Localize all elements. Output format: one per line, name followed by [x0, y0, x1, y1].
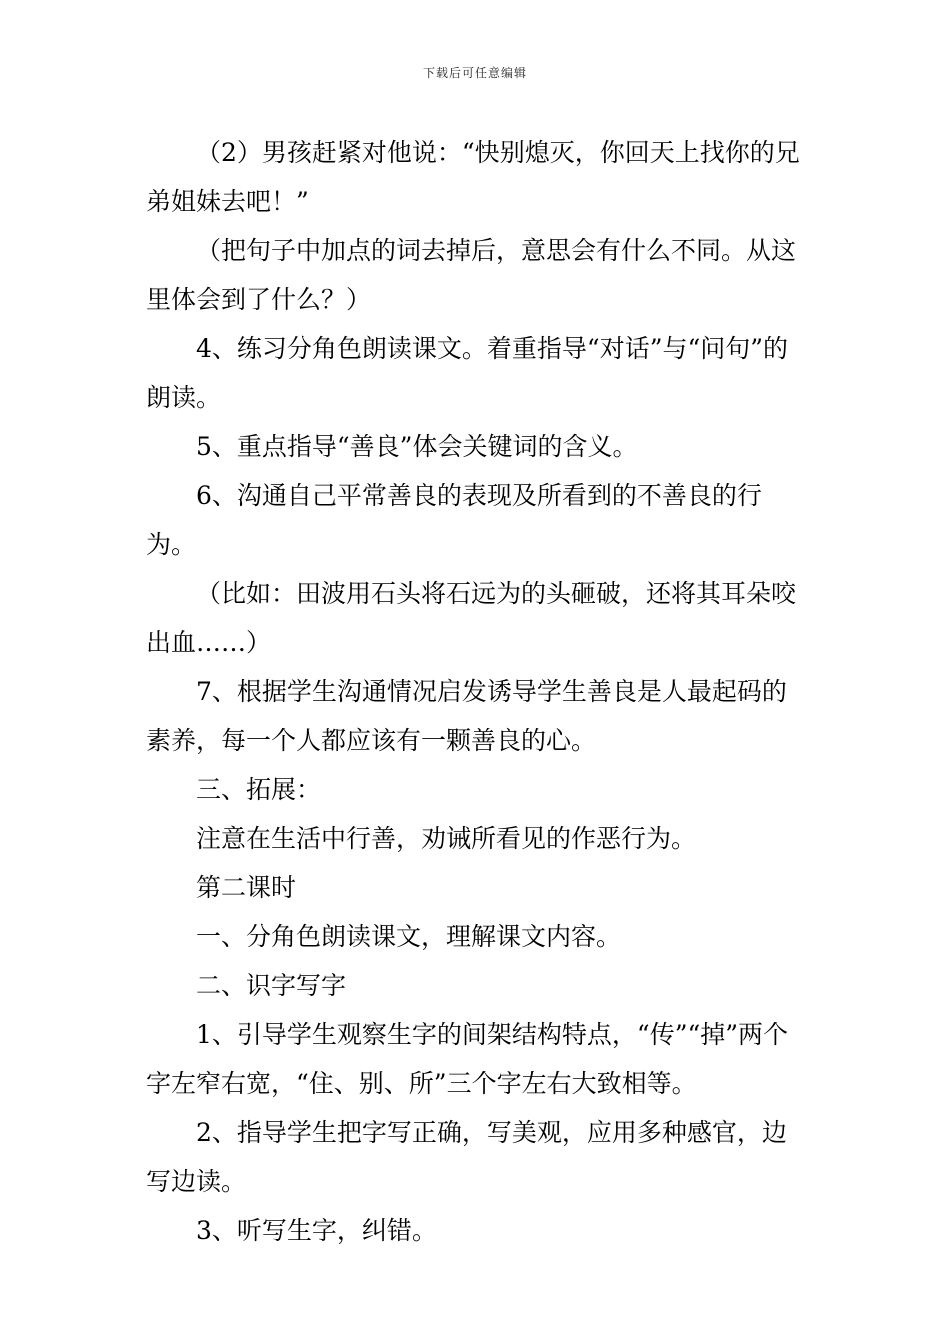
page-header: 下载后可任意编辑	[422, 66, 527, 80]
section-heading-second-lesson: 第二课时	[196, 873, 297, 902]
document-body	[146, 128, 810, 1255]
paragraph-kindness-keywords: 5、重点指导“善良”体会关键词的含义。	[196, 432, 638, 461]
paragraph-role-reading-understand: 一、分角色朗读课文，理解课文内容。	[196, 922, 622, 951]
section-heading-extension: 三、拓展：	[196, 775, 322, 804]
paragraph-communicate-behavior: 6、沟通自己平常善良的表现及所看到的不善良的行为。	[146, 481, 762, 559]
paragraph-inspire-kindness: 7、根据学生沟通情况启发诱导学生善良是人最起码的素养，每一个人都应该有一颗善良的心。	[146, 677, 787, 755]
paragraph-question-dotted-words: （把句子中加点的词去掉后，意思会有什么不同。从这里体会到了什么？）	[146, 236, 797, 314]
section-heading-literacy: 二、识字写字	[196, 971, 347, 1000]
paragraph-boy-speech: （2）男孩赶紧对他说：“快别熄灭，你回天上找你的兄弟姐妹去吧！”	[146, 138, 800, 216]
paragraph-role-reading: 4、练习分角色朗读课文。着重指导“对话”与“问句”的朗读。	[146, 334, 789, 412]
paragraph-example: （比如：田波用石头将石远为的头砸破，还将其耳朵咬出血……）	[146, 579, 797, 657]
paragraph-character-structure: 1、引导学生观察生字的间架结构特点，“传”“掉”两个字左窄右宽，“住、别、所”三个字左右大致相等。	[146, 1020, 789, 1098]
paragraph-do-good: 注意在生活中行善，劝诫所看见的作恶行为。	[196, 824, 697, 853]
paragraph-dictation: 3、听写生字，纠错。	[196, 1216, 437, 1245]
paragraph-write-correctly: 2、指导学生把字写正确，写美观，应用多种感官，边写边读。	[146, 1118, 787, 1196]
